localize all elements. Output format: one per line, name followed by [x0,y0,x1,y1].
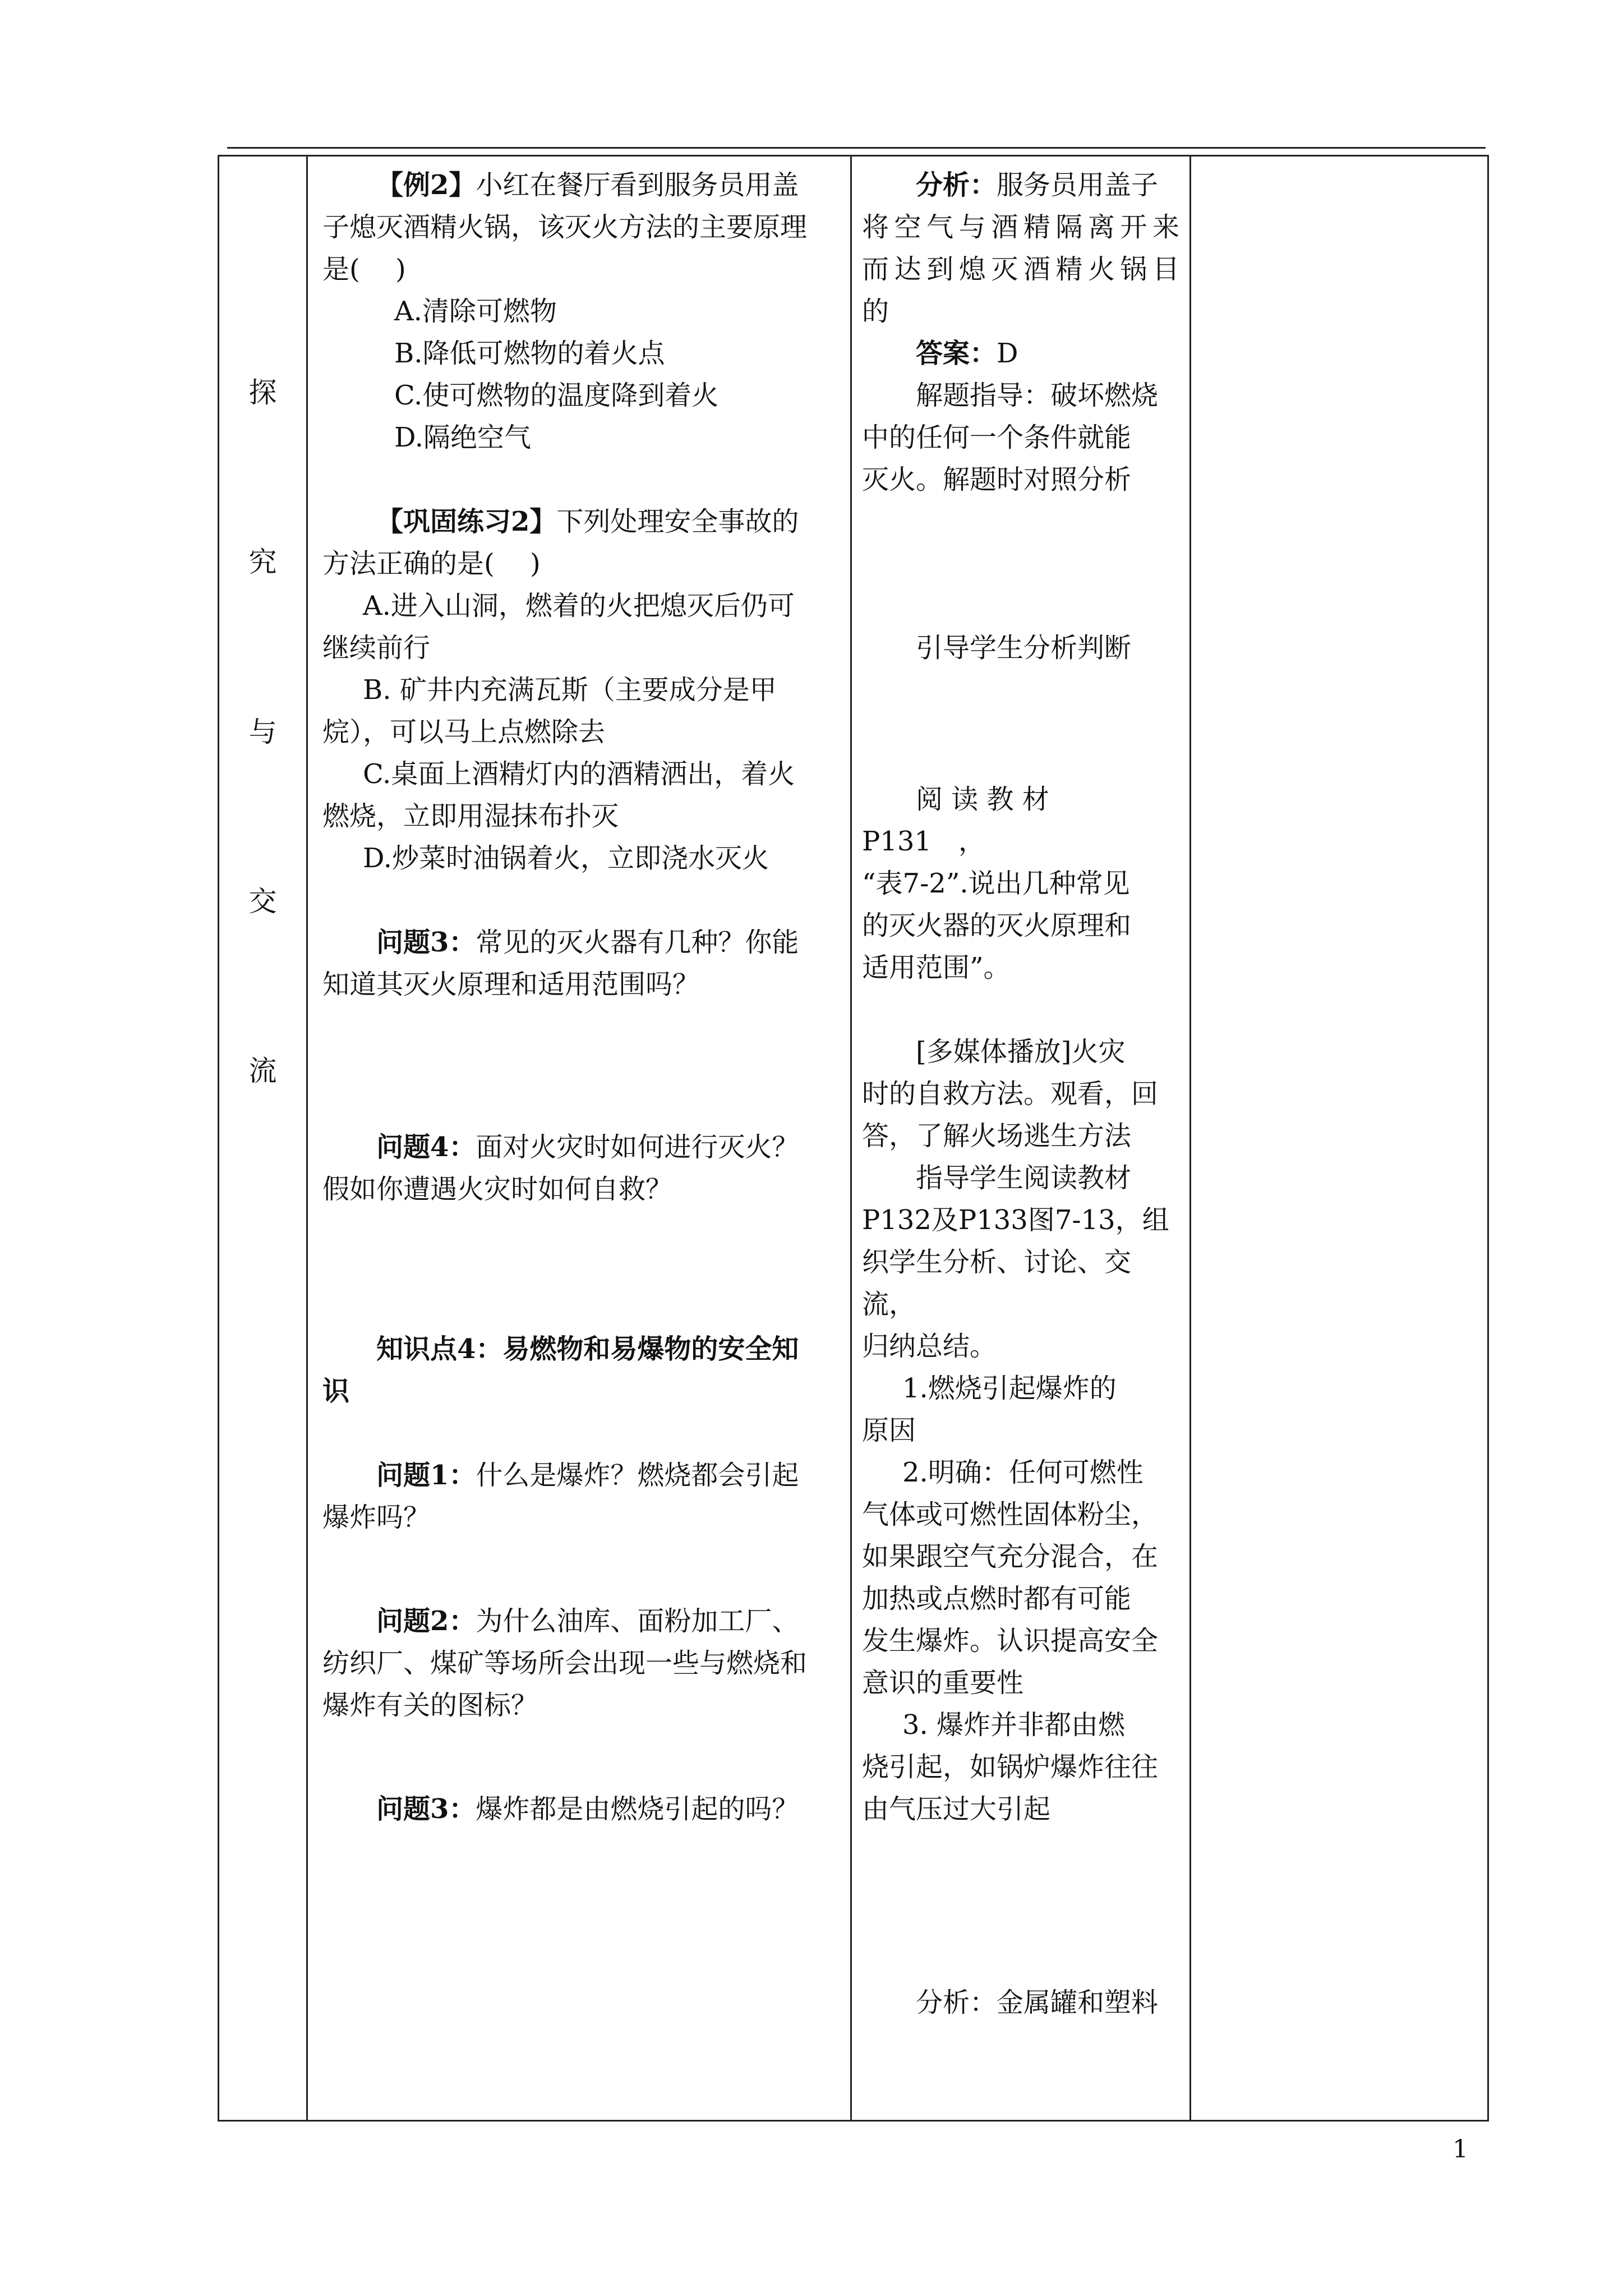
question-tag: 问题4： [376,1131,476,1163]
notes-column [1191,156,1488,2121]
point-3-line: 由气压过大引起 [862,1793,1051,1825]
teaching-guide-line: P132及P133图7-13，组 [862,1204,1169,1236]
analysis-line: 的 [862,296,889,327]
point-1-line: 1.燃烧引起爆炸的 [902,1373,1117,1404]
analysis-tag: 分析： [916,169,997,201]
header-rule [227,147,1486,149]
reading-guide-line: “表7-2”.说出几种常见 [862,868,1130,899]
kp-question-2-line: 问题2：为什么油库、面粉加工厂、 [376,1605,799,1637]
practice-option-b: B. 矿井内充满瓦斯（主要成分是甲 [363,674,777,706]
solving-tip-line: 解题指导：破坏燃烧 [916,380,1159,411]
practice-option-c: 燃烧，立即用湿抹布扑灭 [322,800,619,832]
stage-char: 与 [248,716,277,748]
point-2-line: 发生爆炸。认识提高安全 [862,1625,1159,1657]
option-c: C.使可燃物的温度降到着火 [394,380,719,411]
media-guide-line: 答，了解火场逃生方法 [862,1120,1132,1152]
stage-char: 探 [248,376,277,409]
content-column [307,156,851,2121]
point-2-line: 如果跟空气充分混合，在 [862,1541,1159,1572]
stage-char: 流 [248,1055,277,1087]
solving-tip-line: 中的任何一个条件就能 [862,422,1132,453]
kp-question-1-line: 爆炸吗？ [322,1502,431,1533]
point-2-line: 气体或可燃性固体粉尘， [862,1499,1159,1530]
question-3-line: 问题3：常见的灭火器有几种？你能 [376,927,799,958]
option-b: B.降低可燃物的着火点 [394,338,665,369]
analysis-line: 分析：服务员用盖子 [916,169,1159,201]
question-4-line: 问题4：面对火灾时如何进行灭火？ [376,1131,799,1163]
answer-tag: 答案： [916,338,997,369]
question-tag: 问题3： [376,1793,476,1825]
point-2-line: 意识的重要性 [862,1667,1024,1699]
example-2-tag: 【例2】 [376,169,476,201]
answer-value: D [997,338,1018,369]
option-d: D.隔绝空气 [394,422,532,453]
stage-char: 交 [248,885,277,918]
media-guide-line: [多媒体播放]火灾 [916,1036,1126,1068]
kp-question-2-line: 爆炸有关的图标？ [322,1690,538,1721]
knowledge-point-4: 识 [322,1375,350,1407]
question-4-line: 假如你遭遇火灾时如何自救？ [322,1174,673,1205]
solving-tip-line: 灭火。解题时对照分析 [862,464,1132,495]
example-2-line: 【例2】小红在餐厅看到服务员用盖 [376,169,799,201]
answer-line [862,333,1179,375]
practice-option-a: A.进入山洞，燃着的火把熄灭后仍可 [363,590,795,622]
example-2-line: 是( ) [322,254,406,285]
kp-question-3-line: 问题3：爆炸都是由燃烧引起的吗？ [376,1793,799,1825]
question-tag: 问题2： [376,1605,476,1637]
point-2-line: 加热或点燃时都有可能 [862,1583,1132,1614]
reading-guide-line: 适用范围”。 [862,952,1011,983]
media-guide-line: 时的自救方法。观看，回 [862,1078,1159,1110]
stage-char: 究 [248,546,277,578]
question-tag: 问题1： [376,1460,476,1491]
question-3-line: 知道其灭火原理和适用范围吗？ [322,969,700,1000]
reading-guide-line: 的灭火器的灭火原理和 [862,910,1132,941]
reading-guide-line: 阅 读 教 材 P131 ， [862,784,1049,857]
practice-2-line: 方法正确的是( ) [322,548,541,579]
kp-question-2-line: 纺织厂、煤矿等场所会出现一些与燃烧和 [322,1648,808,1679]
practice-option-a: 继续前行 [322,632,431,664]
point-3-line: 3. 爆炸并非都由燃 [902,1709,1126,1741]
kp-question-1-line: 问题1：什么是爆炸？燃烧都会引起 [376,1460,799,1491]
teaching-guide-line: 指导学生阅读教材 [916,1162,1132,1194]
point-1-line: 原因 [862,1415,916,1446]
practice-option-d: D.炒菜时油锅着火，立即浇水灭火 [363,843,769,874]
analysis-line: 将空气与酒精隔离开来 [862,211,1179,243]
analysis-line: 而达到熄灭酒精火锅目 [862,254,1179,285]
lesson-table [218,155,1489,2122]
knowledge-point-4: 知识点4：易燃物和易爆物的安全知 [376,1333,799,1365]
point-3-line: 烧引起，如锅炉爆炸往往 [862,1751,1159,1783]
practice-option-c: C.桌面上酒精灯内的酒精洒出，着火 [363,758,795,790]
question-tag: 问题3： [376,927,476,958]
practice-2-line: 【巩固练习2】下列处理安全事故的 [376,506,799,537]
guide-note: 引导学生分析判断 [916,632,1132,664]
guide-column [851,156,1191,2121]
page-number: 1 [1453,2135,1468,2164]
point-2-line: 2.明确：任何可燃性 [902,1457,1144,1488]
teaching-guide-line: 织学生分析、讨论、交流， [862,1246,1132,1320]
practice-option-b: 烷），可以马上点燃除去 [322,716,606,748]
stage-column [219,156,307,2121]
table-row [219,156,1488,2121]
example-2-line: 子熄灭酒精火锅，该灭火方法的主要原理 [322,211,808,243]
teaching-guide-line: 归纳总结。 [862,1331,997,1362]
analysis-line: 分析：金属罐和塑料 [916,1987,1159,2018]
option-a: A.清除可燃物 [394,296,557,327]
practice-2-tag: 【巩固练习2】 [376,506,557,537]
